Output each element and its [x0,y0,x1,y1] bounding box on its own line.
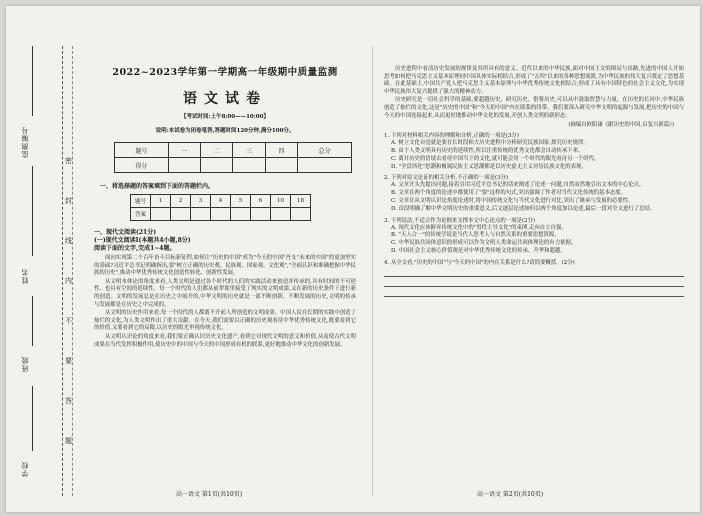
question-option: D. 中国社会主义核心价值观是对中华优秀传统文化的传承、升华和超越。 [391,247,566,254]
answer-number: 10 [271,195,291,208]
score-head-cell: 一 [168,143,200,158]
question-option: B. "天人合一"的传统学说是当代人思考人与自然关系的重要思想资源。 [391,232,560,239]
passage-paragraph: 从文明认识论的角度来看,我们要正确认识历史文化遗产,看到它对现代文明的意义和价值,从而使古代文明成果在当代发挥积极作用,使历史中的中国与今天的中国形成有机的联系,更好地推动中华文化的创新发展。 [94,333,356,348]
answer-cell [211,208,231,221]
school-line [32,386,33,451]
exam-number-line [32,46,33,116]
answer-number: 4 [211,195,231,208]
section-heading: 一、现代文阅读(21分) [94,229,157,236]
score-head-cell: 三 [233,143,265,158]
answer-head-label: 题号 [131,195,151,208]
subject-title: 语文试卷 [183,91,267,107]
page-footer-right: 高一语文 第2页(共10页) [477,491,544,498]
score-cell [233,158,265,173]
seal-char: 线 [65,237,72,245]
question-option: A. 现代文化应该摒弃传统文化中的"男性主导文化"的束缚,走向自立自强。 [391,224,567,231]
page-footer-left: 高一语文 第1页(共10页) [176,491,243,498]
answer-number: 1 [151,195,171,208]
score-row-label: 得分 [115,158,169,173]
answer-writing-line[interactable] [384,278,684,287]
answer-number: 2 [171,195,191,208]
reading-task: 阅读下面的文字,完成1~4题。 [94,245,176,252]
score-cell [201,158,233,173]
passage-paragraph: 面向实现第二个百年奋斗目标新征程,如何让"历史的中国"成为"今天的中国"丹支"未来的中国"的更加坚实的基础?习近平总书记明确指出,要"树立正确的历史观、民族观、国家观、文化观","全面认识和准确把握中华民族的历史",推动中华优秀传统文化创造性转化、创新性发展。 [94,255,356,277]
label-class: 班级 [21,356,29,372]
exam-instructions: 说明:本试卷为闭卷笔答,答题时间120分钟,满分100分。 [155,128,295,134]
score-head-cell: 二 [201,143,233,158]
question-stem: 2. 下列对原文论证的相关分析,不正确的一项是(3分) [384,175,509,182]
seal-char: 内 [65,277,72,285]
score-head-cell: 四 [265,143,297,158]
answer-instruction: 一、将选择题的答案填到下面的答题栏内。 [100,183,215,190]
score-head-cell: 总分 [298,143,352,158]
binding-margin [6,6,98,512]
answer-cell [231,208,251,221]
answer-table [130,194,311,221]
score-cell [265,158,297,173]
name-line [32,166,33,256]
seal-char: 题 [65,437,72,445]
exam-sheet [6,6,700,512]
label-school: 学校 [21,461,29,477]
label-name: 姓名 [21,268,29,284]
section-subheading: (一)现代文阅读Ⅰ(本题共4小题,8分) [94,237,191,244]
seal-char: 答 [65,397,72,405]
answer-number: 3 [191,195,211,208]
answer-cell [251,208,271,221]
score-table [114,142,352,173]
question-option: C. 离开历史的语境去看待中国当下的文化,就可能会用一个时代的眼光看待另一个时代。 [391,155,600,162]
question-option: B. 文章在两个角度的论述中都使用了"要"这样的句式,突出强调了作者对当代文化传统的基本态度。 [391,190,627,197]
passage-source: (摘编自欧阳康《跟历史的中国,启复兴新篇》) [568,122,674,129]
right-page [384,66,684,298]
class-line [32,296,33,346]
page-divider [372,46,373,496]
question-option: C. 中华民族共同体意识的形成可以作为文明人类命运共同体理论的有力依据。 [391,240,577,247]
score-head-cell: 题号 [115,143,169,158]
seal-line-inner [72,46,73,496]
passage-paragraph: 历史进程中看清历史发展的规律及其所具有的意义。近代以来的中华民族,面对中国王文的困局与出路,先进的中国人开始思考如何把马克思主义基本原理同中国具体实际相结合,形成了"五四"以来的各种思想流派,为中华民族的伟大复兴奠定了思想基础。在此基础上,中国共产党人把马克思主义基本原理与中华优秀传统文化相结合,形成了具有中国特色的社会主义文化,为实现中华民族伟大复兴提供了强大的精神动力。 [384,66,684,95]
seal-char: 密 [65,157,72,165]
seal-line [62,46,63,496]
seal-char: 封 [65,197,72,205]
question-option: D. 首段明确了解中华文明历史的重要意义,后文逐层论述如何以两个角度加以论述,最后一段对全文进行了总结。 [391,205,656,212]
passage-paragraph: 历史研究是一切社会科学的基础,要超越历史、研究历史、借鉴历史,可以从中汲取智慧与力量。在历史的长河中,中华民族创造了灿烂的文化,这是"历史的中国"和"今天的中国"内在联系的纽带。我们要深入研究中华文明的起源与发展,把历史的中国与今天的中国连接起来,从而更好地推动中华文化的发展,开创人类文明的新形态。 [384,97,684,119]
answer-cell [191,208,211,221]
question-stem: 4. 从全文看,"历史的中国"与"今天的中国"的内在关系是什么?请简要概括。(2分) [384,259,575,266]
answer-cell [291,208,311,221]
passage-paragraph: 从文明的历史作用来看,每一个时代的人都离不开前人所创造的文明成果。中国人民在长期的实践中创造了灿烂的文化,为人类文明作出了重大贡献。在今天,我们需要以正确的历史观看待中华优秀传统文化,既要看到它的价值,又要看到它的局限,以历史的眼光审视传统文化。 [94,310,356,332]
label-exam-number: 监测编号 [21,126,29,158]
seal-char: 要 [65,357,72,365]
question-option: D. "全盘西化"思潮和极端民族主义思潮都是以历史虚无主义对待民族文化的表现。 [391,163,587,170]
answer-writing-line[interactable] [384,288,684,297]
exam-title: 2022~2023学年第一学期高一年级期中质量监测 [112,67,338,78]
seal-char: 不 [65,317,72,325]
left-page [94,64,356,350]
question-option: C. 文章在从文明认识论角度论述时,将中国传统文化与当代文化进行对比,突出了继承与发展的必要性。 [391,197,634,204]
question-stem: 1. 下列对材料相关内容的理解和分析,正确的一项是(3分) [384,133,519,140]
answer-cell [171,208,191,221]
question-option: A. 树立文化自觉就是要在长时段和大历史进程中分析研究民族国家,探究历史规律。 [391,140,589,147]
answer-number: 18 [291,195,311,208]
answer-cell [271,208,291,221]
answer-number: 5 [231,195,251,208]
answer-row-label: 答案 [131,208,151,221]
score-cell [168,158,200,173]
answer-writing-line[interactable] [384,268,684,277]
exam-time-info: 【考试时间:上午8:00——10:00】 [181,114,269,120]
score-cell [298,158,352,173]
answer-number: 6 [251,195,271,208]
question-option: A. 文章开头先提出问题,接着引用习近平总书记的话来阐述了论述一问题,自然而然地引出文本的中心论点。 [391,182,645,189]
question-option: B. 由于人类文明具有历史的延续性,所以注重传统的优秀文化都会自动传承下来。 [391,147,584,154]
question-stem: 3. 下列说法,不适合作为论据来支撑本文中心论点的一项是(2分) [384,217,535,224]
answer-cell [151,208,171,221]
passage-paragraph: 从文明本体论的角度来看,人类文明是通过各个时代的人们的实践活动来创造并传承的,具有时间的不可逆性、也具有空间的延续性。每一个时代的人们都从前辈那里接受了现实的文明成果,又在新的历史条件下进行新的创造。文明的发展总是在历史之中展开的,中华文明的历史就是一部不断创新、不断发展的历史,文明的传承与发展都是在历史之中完成的。 [94,278,356,308]
